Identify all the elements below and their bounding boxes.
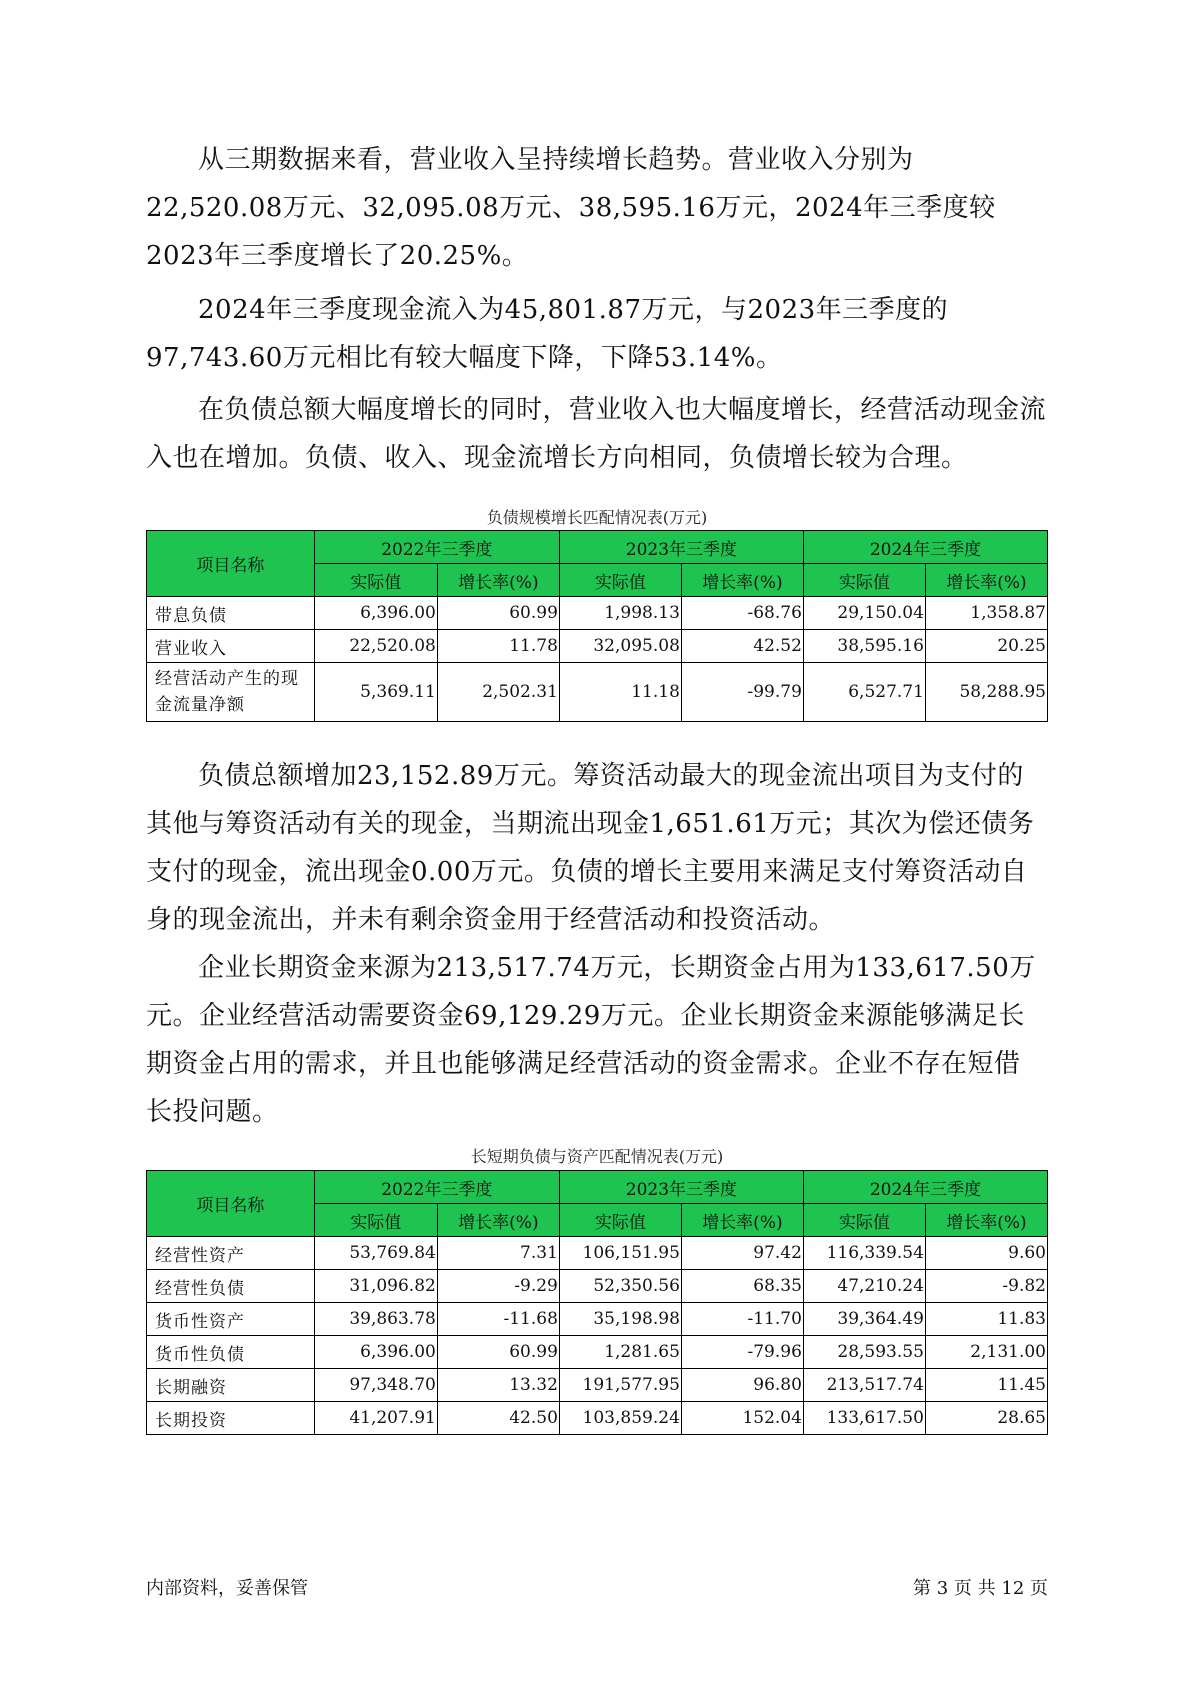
cell-value: 97.42: [681, 1237, 803, 1270]
header-period: 2022年三季度: [314, 1171, 559, 1204]
header-growth: 增长率(%): [925, 1204, 1047, 1237]
table-row: [147, 663, 1048, 722]
row-label: [147, 663, 315, 722]
cell-value: 60.99: [437, 1336, 559, 1369]
cell-value: -68.76: [681, 597, 803, 630]
row-label: 长期融资: [147, 1369, 315, 1402]
cell-value: 35,198.98: [559, 1303, 681, 1336]
table2-caption: 长短期负债与资产匹配情况表(万元): [470, 1147, 724, 1166]
table-row: [147, 1369, 1048, 1402]
cell-value: 96.80: [681, 1369, 803, 1402]
table-row: [147, 1270, 1048, 1303]
cell-value: 41,207.91: [314, 1402, 437, 1435]
header-growth: 增长率(%): [925, 564, 1047, 597]
row-label: 经营性负债: [147, 1270, 315, 1303]
cell-value: 9.60: [925, 1237, 1047, 1270]
row-label: 货币性负债: [147, 1336, 315, 1369]
paragraph-debt-analysis: 在负债总额大幅度增长的同时，营业收入也大幅度增长，经营活动现金流入也在增加。负债、收入、现金流增长方向相同，负债增长较为合理。: [146, 395, 1047, 473]
row-label: 带息负债: [147, 597, 315, 630]
cell-value: 11.78: [437, 630, 559, 663]
cell-value: 2,502.31: [437, 663, 559, 722]
header-period: 2024年三季度: [803, 1171, 1047, 1204]
cell-value: 60.99: [437, 597, 559, 630]
row-label-line1: 经营活动产生的现: [155, 669, 299, 689]
header-period: 2023年三季度: [559, 531, 803, 564]
cell-value: 11.18: [559, 663, 681, 722]
cell-value: 213,517.74: [803, 1369, 925, 1402]
cell-value: -11.68: [437, 1303, 559, 1336]
cell-value: 103,859.24: [559, 1402, 681, 1435]
header-growth: 增长率(%): [681, 564, 803, 597]
row-label-line2: 金流量净额: [155, 695, 245, 715]
header-growth: 增长率(%): [437, 564, 559, 597]
header-actual: 实际值: [314, 1204, 437, 1237]
cell-value: 32,095.08: [559, 630, 681, 663]
paragraph-cash-inflow: 2024年三季度现金流入为45,801.87万元，与2023年三季度的97,743.60万元相比有较大幅度下降，下降53.14%。: [146, 295, 949, 373]
header-period: 2022年三季度: [314, 531, 559, 564]
cell-value: 42.50: [437, 1402, 559, 1435]
paragraph-debt-increase: 负债总额增加23,152.89万元。筹资活动最大的现金流出项目为支付的其他与筹资活动有关的现金，当期流出现金1,651.61万元；其次为偿还债务支付的现金，流出现金0.00万元。负债的增长主要用来满足支付筹资活动自身的现金流出，并未有剩余资金用于经营活动和投资活动。: [146, 761, 1035, 935]
cell-value: 191,577.95: [559, 1369, 681, 1402]
cell-value: 38,595.16: [803, 630, 925, 663]
header-actual: 实际值: [559, 564, 681, 597]
cell-value: 1,358.87: [925, 597, 1047, 630]
cell-value: 28.65: [925, 1402, 1047, 1435]
row-label: 货币性资产: [147, 1303, 315, 1336]
paragraph-revenue-trend: 从三期数据来看，营业收入呈持续增长趋势。营业收入分别为22,520.08万元、32,095.08万元、38,595.16万元，2024年三季度较2023年三季度增长了20.25%。: [146, 145, 996, 271]
cell-value: 5,369.11: [314, 663, 437, 722]
cell-value: 133,617.50: [803, 1402, 925, 1435]
header-actual: 实际值: [559, 1204, 681, 1237]
cell-value: -99.79: [681, 663, 803, 722]
table-row: [147, 630, 1048, 663]
debt-growth-table: [146, 530, 1048, 722]
header-actual: 实际值: [803, 1204, 925, 1237]
cell-value: 1,998.13: [559, 597, 681, 630]
cell-value: 28,593.55: [803, 1336, 925, 1369]
cell-value: 53,769.84: [314, 1237, 437, 1270]
header-item-name: 项目名称: [147, 1171, 315, 1237]
cell-value: 1,281.65: [559, 1336, 681, 1369]
cell-value: 47,210.24: [803, 1270, 925, 1303]
asset-liability-match-table: [146, 1170, 1048, 1435]
header-item-name: 项目名称: [147, 531, 315, 597]
table-header-row: [147, 1171, 1048, 1204]
cell-value: 31,096.82: [314, 1270, 437, 1303]
cell-value: 13.32: [437, 1369, 559, 1402]
footer-page-number: 第 3 页 共 12 页: [913, 1578, 1048, 1599]
table-row: [147, 597, 1048, 630]
cell-value: 39,364.49: [803, 1303, 925, 1336]
table-row: [147, 1402, 1048, 1435]
cell-value: 116,339.54: [803, 1237, 925, 1270]
table-row: [147, 1237, 1048, 1270]
cell-value: 58,288.95: [925, 663, 1047, 722]
cell-value: 6,527.71: [803, 663, 925, 722]
cell-value: -79.96: [681, 1336, 803, 1369]
cell-value: 39,863.78: [314, 1303, 437, 1336]
cell-value: 152.04: [681, 1402, 803, 1435]
cell-value: 11.83: [925, 1303, 1047, 1336]
row-label: 营业收入: [147, 630, 315, 663]
footer-confidential-note: 内部资料，妥善保管: [146, 1578, 308, 1599]
paragraph-long-term-funds: 企业长期资金来源为213,517.74万元，长期资金占用为133,617.50万元。企业经营活动需要资金69,129.29万元。企业长期资金来源能够满足长期资金占用的需求，并且也能够满足经营活动的资金需求。企业不存在短借长投问题。: [146, 953, 1036, 1127]
header-period: 2023年三季度: [559, 1171, 803, 1204]
cell-value: 2,131.00: [925, 1336, 1047, 1369]
cell-value: -11.70: [681, 1303, 803, 1336]
cell-value: 68.35: [681, 1270, 803, 1303]
cell-value: -9.82: [925, 1270, 1047, 1303]
table-row: [147, 1336, 1048, 1369]
table-row: [147, 1303, 1048, 1336]
header-growth: 增长率(%): [437, 1204, 559, 1237]
cell-value: 11.45: [925, 1369, 1047, 1402]
header-growth: 增长率(%): [681, 1204, 803, 1237]
cell-value: 22,520.08: [314, 630, 437, 663]
cell-value: 7.31: [437, 1237, 559, 1270]
cell-value: 52,350.56: [559, 1270, 681, 1303]
table-header-row: [147, 531, 1048, 564]
table1-caption: 负债规模增长匹配情况表(万元): [486, 508, 708, 527]
cell-value: 106,151.95: [559, 1237, 681, 1270]
cell-value: 29,150.04: [803, 597, 925, 630]
header-actual: 实际值: [803, 564, 925, 597]
cell-value: -9.29: [437, 1270, 559, 1303]
cell-value: 6,396.00: [314, 1336, 437, 1369]
cell-value: 42.52: [681, 630, 803, 663]
cell-value: 97,348.70: [314, 1369, 437, 1402]
header-period: 2024年三季度: [803, 531, 1047, 564]
cell-value: 20.25: [925, 630, 1047, 663]
header-actual: 实际值: [314, 564, 437, 597]
row-label: 长期投资: [147, 1402, 315, 1435]
cell-value: 6,396.00: [314, 597, 437, 630]
row-label: 经营性资产: [147, 1237, 315, 1270]
